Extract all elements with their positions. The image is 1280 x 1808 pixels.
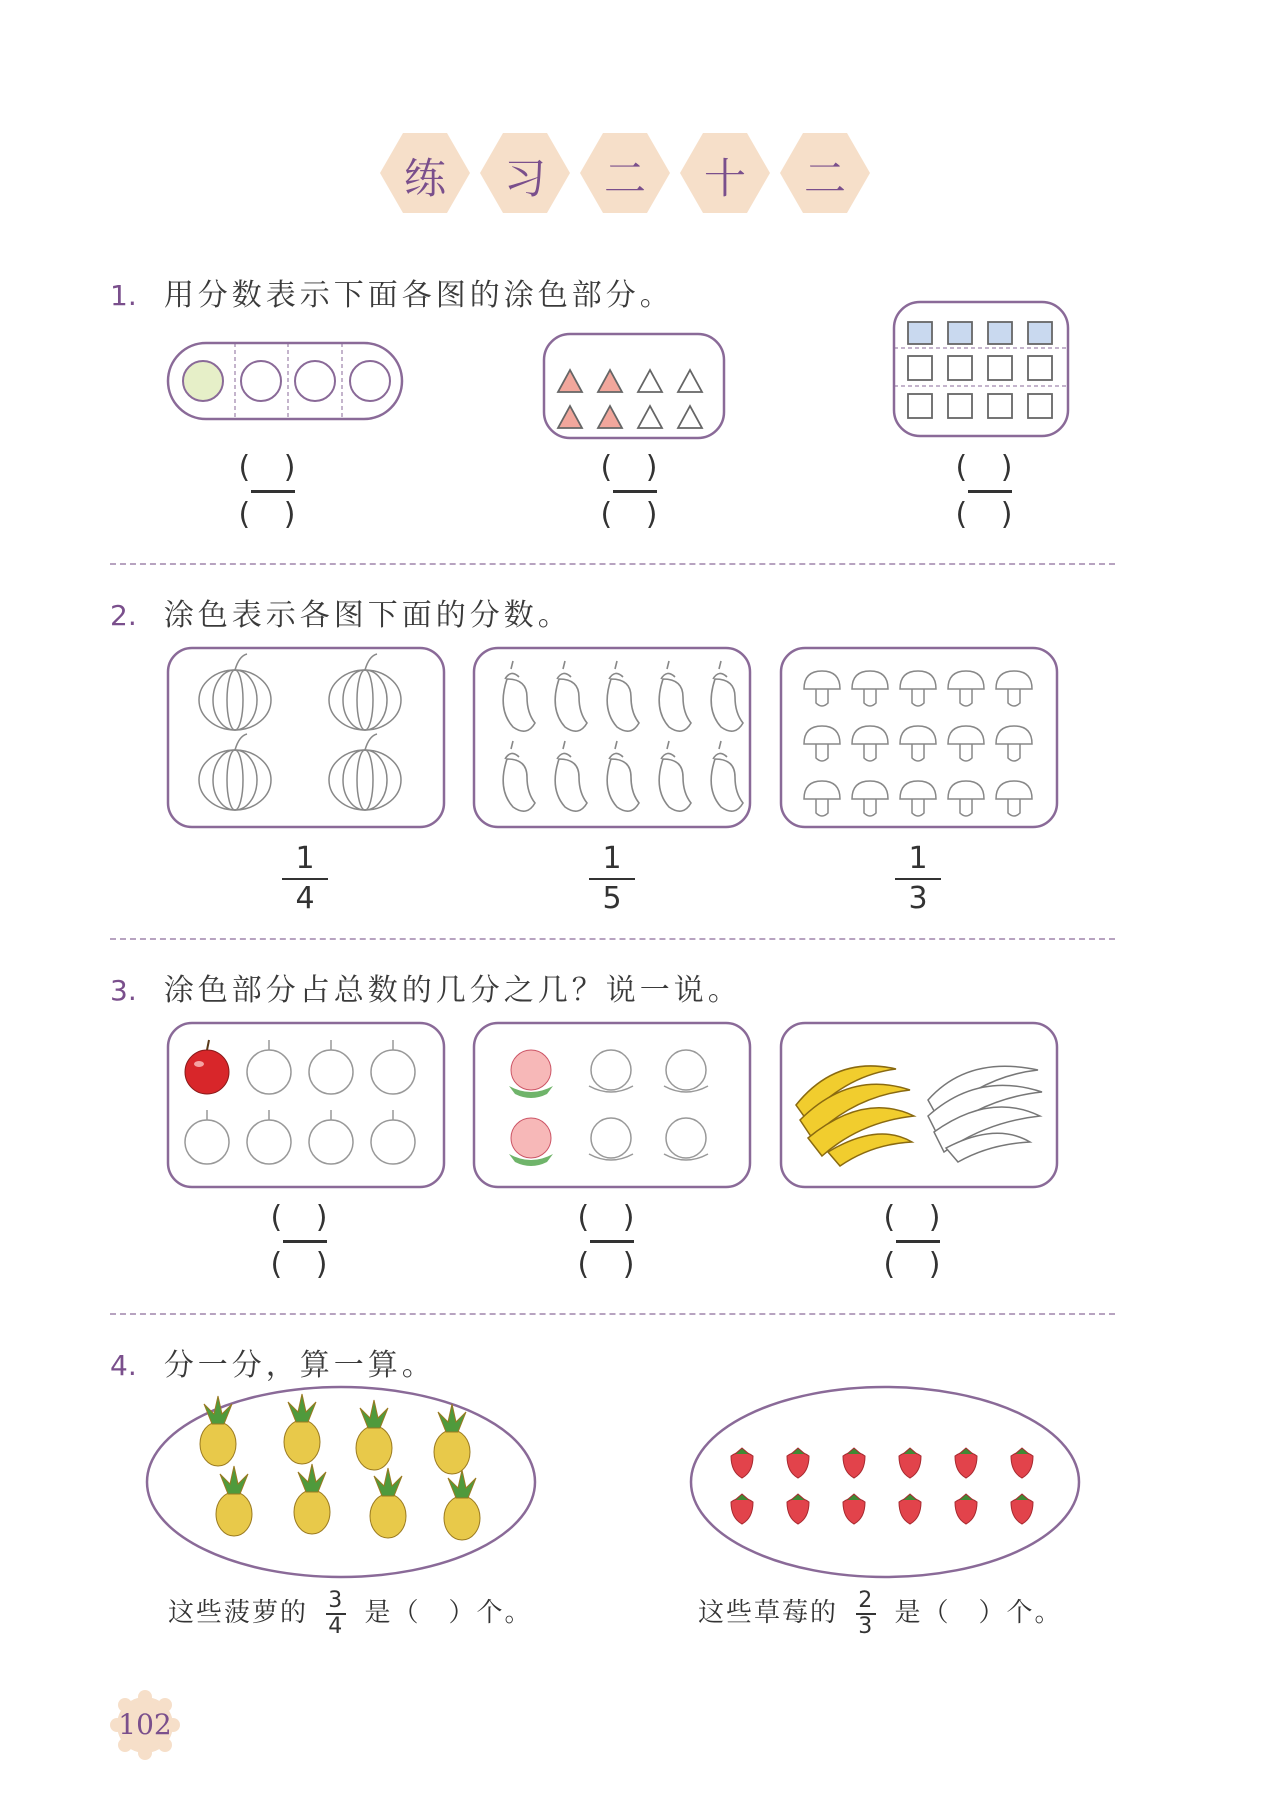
fraction-bar	[968, 490, 1012, 493]
q1-triangles-figure	[540, 330, 730, 442]
question-number: 4.	[110, 1349, 137, 1382]
question-number: 2.	[110, 599, 137, 632]
inline-fraction	[326, 1590, 346, 1638]
q1-squares-figure	[890, 298, 1072, 440]
fraction-bar	[283, 1240, 327, 1243]
question-text: 分一分，算一算。	[163, 1348, 436, 1383]
q3-peaches-figure	[471, 1020, 753, 1190]
question-1	[110, 270, 674, 314]
numerator-blank[interactable]: ( )	[883, 1200, 953, 1235]
numerator: 2	[858, 1588, 875, 1613]
sentence-prefix: 这些菠萝的	[168, 1598, 309, 1628]
question-2	[110, 590, 572, 634]
denominator: 3	[908, 881, 928, 916]
numerator: 1	[295, 841, 315, 876]
question-text: 涂色部分占总数的几分之几？说一说。	[163, 973, 742, 1008]
title-char: 二	[603, 154, 646, 203]
question-number: 1.	[110, 279, 137, 312]
numerator-blank[interactable]: ( )	[600, 450, 670, 485]
answer-blank-fraction[interactable]	[572, 1200, 652, 1283]
fraction-label	[265, 842, 345, 916]
exercise-title	[355, 128, 875, 218]
answer-blank-fraction[interactable]	[265, 1200, 345, 1283]
numerator: 3	[328, 1588, 345, 1613]
fraction-bar	[282, 878, 328, 880]
q1-circles-figure	[160, 335, 410, 425]
numerator: 1	[908, 841, 928, 876]
denominator: 4	[295, 881, 315, 916]
q4-right-sentence	[698, 1590, 1063, 1638]
numerator: 1	[602, 841, 622, 876]
section-divider	[110, 1313, 1115, 1315]
q2-mushrooms-figure	[778, 645, 1060, 830]
denominator: 4	[328, 1614, 345, 1639]
title-char: 十	[703, 154, 746, 203]
fraction-bar	[589, 878, 635, 880]
q4-pineapples-figure	[142, 1382, 540, 1582]
fraction-label	[572, 842, 652, 916]
answer-blank-fraction[interactable]	[233, 450, 313, 533]
answer-blank-fraction[interactable]	[878, 1200, 958, 1283]
title-char: 练	[403, 154, 446, 203]
q2-eggplants-figure	[471, 645, 753, 830]
fraction-bar	[895, 878, 941, 880]
question-text: 用分数表示下面各图的涂色部分。	[163, 278, 674, 313]
title-char: 二	[803, 154, 846, 203]
fraction-label	[878, 842, 958, 916]
fraction-bar	[896, 1240, 940, 1243]
denominator-blank[interactable]: ( )	[955, 497, 1025, 532]
fraction-bar	[613, 490, 657, 493]
numerator-blank[interactable]: ( )	[238, 450, 308, 485]
numerator-blank[interactable]: ( )	[955, 450, 1025, 485]
page-number-badge	[110, 1690, 180, 1760]
q4-left-sentence	[168, 1590, 533, 1638]
question-text: 涂色表示各图下面的分数。	[163, 598, 572, 633]
answer-blank-fraction[interactable]	[595, 450, 675, 533]
numerator-blank[interactable]: ( )	[270, 1200, 340, 1235]
q3-bananas-figure	[778, 1020, 1060, 1190]
page-number: 102	[118, 1708, 172, 1741]
denominator-blank[interactable]: ( )	[600, 497, 670, 532]
q4-strawberries-figure	[686, 1382, 1084, 1582]
numerator-blank[interactable]: ( )	[577, 1200, 647, 1235]
denominator-blank[interactable]: ( )	[270, 1247, 340, 1282]
title-char: 习	[503, 154, 546, 203]
fraction-bar	[590, 1240, 634, 1243]
section-divider	[110, 938, 1115, 940]
denominator-blank[interactable]: ( )	[883, 1247, 953, 1282]
q3-apples-figure	[165, 1020, 447, 1190]
denominator-blank[interactable]: ( )	[238, 497, 308, 532]
section-divider	[110, 563, 1115, 565]
fraction-bar	[251, 490, 295, 493]
sentence-prefix: 这些草莓的	[698, 1598, 839, 1628]
question-3	[110, 965, 742, 1009]
denominator: 5	[602, 881, 622, 916]
denominator: 3	[858, 1614, 875, 1639]
answer-blank-fraction[interactable]	[950, 450, 1030, 533]
sentence-suffix[interactable]: 是（ ）个。	[364, 1598, 533, 1628]
sentence-suffix[interactable]: 是（ ）个。	[894, 1598, 1063, 1628]
inline-fraction	[856, 1590, 876, 1638]
q2-pumpkins-figure	[165, 645, 447, 830]
question-number: 3.	[110, 974, 137, 1007]
question-4	[110, 1340, 436, 1384]
denominator-blank[interactable]: ( )	[577, 1247, 647, 1282]
